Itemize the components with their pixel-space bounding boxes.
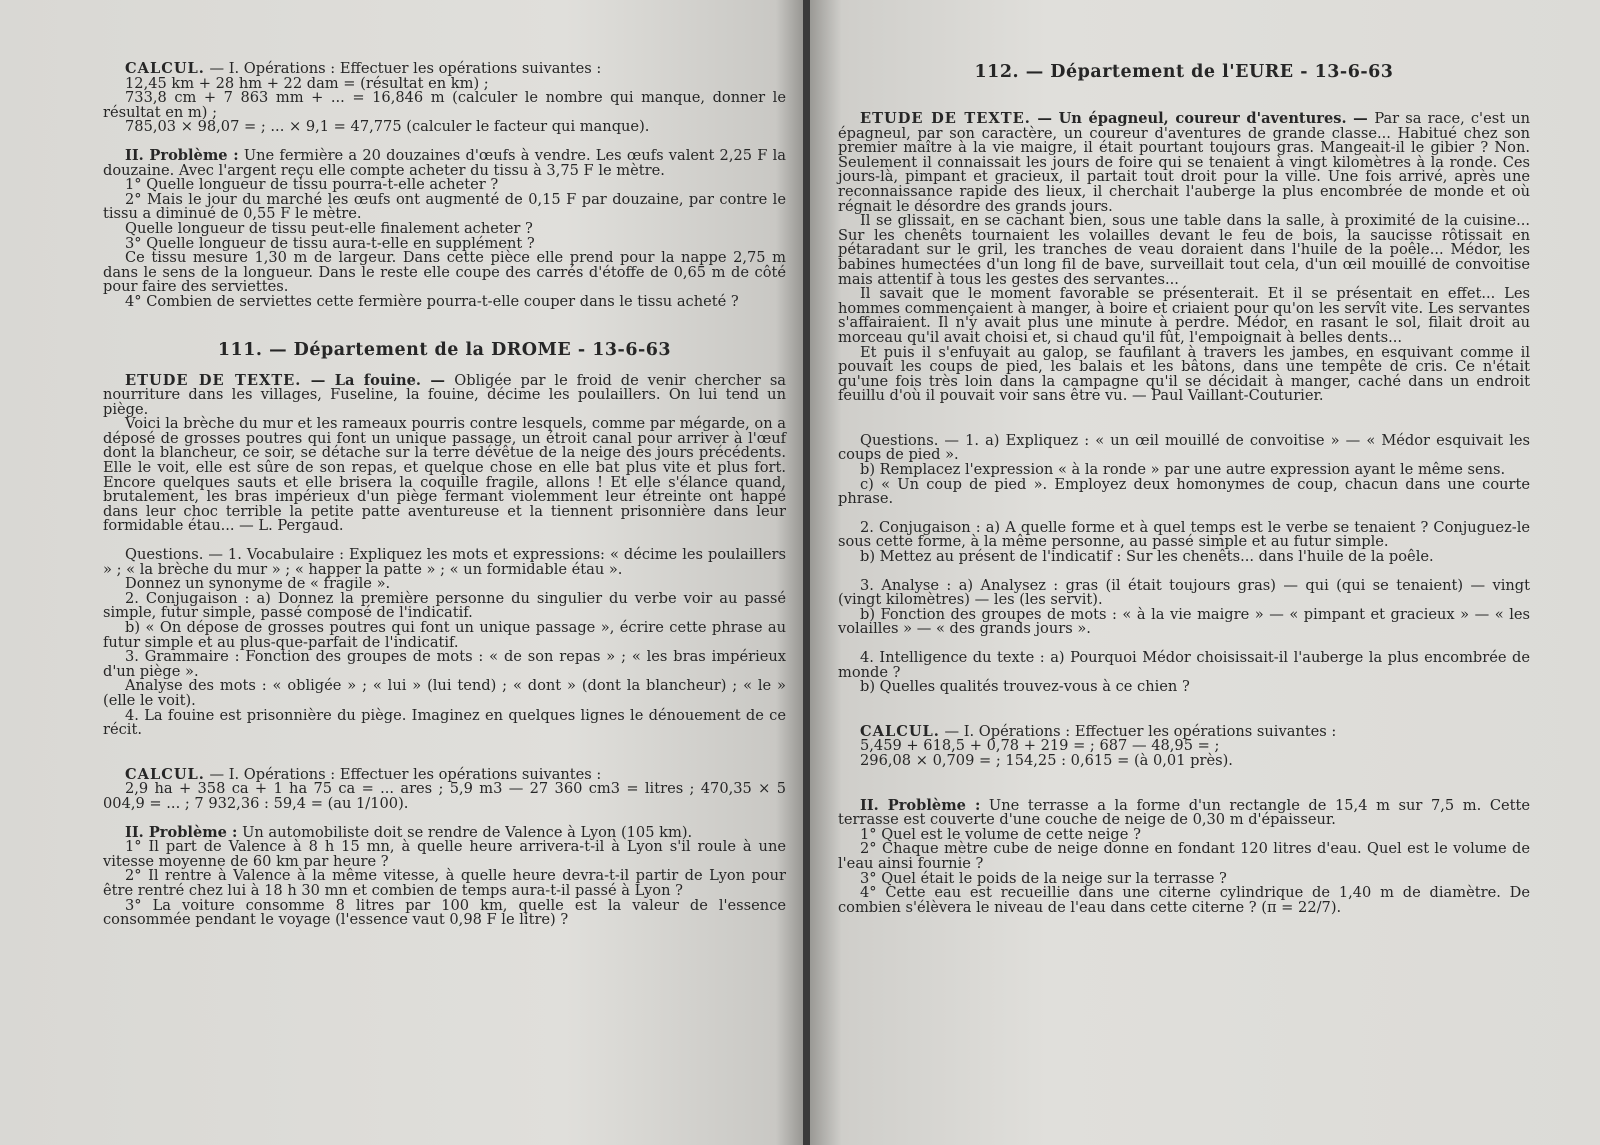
etude-label: ETUDE DE TEXTE. [125,371,302,389]
left-etude-section [103,371,787,535]
probleme-line: 3° La voiture consomme 8 litres par 100 km, quelle est la valeur de l'essence consommée pendant le voyage (l'essence vaut 0,98 F le litre) ? [103,896,786,929]
calc-line: 785,03 × 98,07 = ; ... × 9,1 = 47,775 (calculer le facteur qui manque). [125,118,650,136]
question-line: Questions. — 1. Vocabulaire : Expliquez les mots et expressions: « décime les poulaillers » ; « la brèche du mur » ; « happer la patte » ; « un formidable étau ». [103,546,786,578]
calcul-intro: — I. Opérations : Effectuer les opérations suivantes : [204,765,602,783]
etude-paragraph: Il se glissait, en se cachant bien, sous une table dans la salle, à proximité de la cuisine... Sur les chenêts tournaient les volailles devant le feu de bois, la saucisse rôtissait en pétaradant sur le gril, les tranches de veau doraient dans l'huile de la poêle... Médor, les babines humectées d'un long fil de bave, surveillait tout cela, d'un œil mouillé de convoitise mais attentif à tous les gestes des servantes... [838,212,1530,288]
calc-line: 2,9 ha + 358 ca + 1 ha 75 ca = ... ares ; 5,9 m3 — 27 360 cm3 = litres ; 470,35 × 5 004,9 = ... ; 7 932,36 : 59,4 = (au 1/100). [103,780,786,812]
section-heading-112: 112. — Département de l'EURE - 13-6-63 [974,62,1394,82]
probleme-label: II. Problème : [125,146,239,164]
probleme-line: 1° Il part de Valence à 8 h 15 mn, à quelle heure arrivera-t-il à Lyon s'il roule à une vitesse moyenne de 60 km par heure ? [103,838,786,870]
calcul-intro: — I. Opérations : Effectuer les opérations suivantes : [939,722,1337,740]
probleme-label: II. Problème : [125,823,238,841]
etude-title: — Un épagneul, coureur d'aventures. — [1030,110,1375,127]
probleme-line: 2° Il rentre à Valence à la même vitesse, à quelle heure devra-t-il partir de Lyon pour être rentré chez lui à 18 h 30 mn et combien de temps aura-t-il passé à Lyon ? [103,867,786,899]
probleme-line: 2° Chaque mètre cube de neige donne en fondant 120 litres d'eau. Quel est le volume de l'eau ainsi fournie ? [838,840,1530,872]
calcul-title: CALCUL. [125,765,205,783]
question-line: Analyse des mots : « obligée » ; « lui » (lui tend) ; « dont » (dont la blancheur) ; « le » (elle le voit). [103,677,786,709]
probleme-text: Une terrasse a la forme d'un rectangle de 15,4 m sur 7,5 m. Cette terrasse est couverte d'une couche de neige de 0,30 m d'épaisseur. [838,796,1530,829]
question-line: b) Remplacez l'expression « à la ronde » par une autre expression ayant le même sens. [860,461,1506,479]
question-line: b) Fonction des groupes de mots : « à la vie maigre » — « pimpant et gracieux » — « les volailles » — « des grands jours ». [838,605,1530,638]
question-line: 4. La fouine est prisonnière du piège. Imaginez en quelques lignes le dénouement de ce récit. [103,706,786,739]
calc-line: 296,08 × 0,709 = ; 154,25 : 0,615 = (à 0,01 près). [860,751,1233,769]
right-calcul-section [838,722,1530,769]
section-heading-111: 111. — Département de la DROME - 13-6-63 [217,339,672,360]
probleme-line: 4° Combien de serviettes cette fermière pourra-t-elle couper dans le tissu acheté ? [125,292,739,310]
left-probleme2-section [103,823,786,929]
question-line: 2. Conjugaison : a) A quelle forme et à quel temps est le verbe se tenaient ? Conjuguez-le sous cette forme, à la même personne, au passé simple et au futur simple. [838,518,1530,551]
probleme-line: 1° Quelle longueur de tissu pourra-t-elle acheter ? [125,176,499,194]
etude-paragraph: Et puis il s'enfuyait au galop, se faufilant à travers les jambes, en esquivant comme il pouvait les coups de pied, les balais et les bâtons, dans une tempête de cris. Ce n'était qu'une fois très loin dans la campagne qu'il se décidait à manger, caché dans un endroit feuillu d'où il pouvait voir sans être vu. — Paul Vaillant-Couturier. [838,343,1530,405]
right-page [810,0,1600,1145]
probleme-line: 3° Quel était le poids de la neige sur la terrasse ? [860,869,1227,887]
etude-label: ETUDE DE TEXTE. [860,110,1031,127]
calc-line: 12,45 km + 28 hm + 22 dam = (résultat en km) ; [125,74,489,92]
calc-line: 733,8 cm + 7 863 mm + ... = 16,846 m (calculer le nombre qui manque, donner le résultat en m) ; [103,89,786,121]
probleme-line: 1° Quel est le volume de cette neige ? [860,825,1141,843]
probleme-label: II. Problème : [860,796,981,814]
calcul-title: CALCUL. [125,60,205,77]
question-line: 3. Grammaire : Fonction des groupes de mots : « de son repas » ; « les bras impérieux d'un piège ». [103,648,786,680]
probleme-line: Ce tissu mesure 1,30 m de largeur. Dans cette pièce elle prend pour la nappe 2,75 m dans le sens de la longueur. Dans le reste elle coupe des carrés d'étoffe de 0,65 m de côté pour faire des serviettes. [103,249,786,296]
probleme-text: Une fermière a 20 douzaines d'œufs à vendre. Les œufs valent 2,25 F la douzaine. Avec l'argent reçu elle compte acheter du tissu à 3,75 F le mètre. [103,146,786,179]
probleme-text: Un automobiliste doit se rendre de Valence à Lyon (105 km). [237,823,693,841]
question-line: 3. Analyse : a) Analysez : gras (il était toujours gras) — qui (qui se tenaient) — vingt (vingt kilomètres) — les (les servit). [838,576,1530,609]
left-calcul2-section [103,765,786,812]
etude-paragraph: Par sa race, c'est un épagneul, par son caractère, un coureur d'aventures de grande classe... Habitué chez son premier maître à la vie maigre, il était pourtant toujours gras. Mangeait-il le gibier ? Non. Seulement il connaissait les jours de foire qui se tenaient à vingt kilomètres à la ronde. Ces jours-là, pimpant et gracieux, il partait tout droit pour la ville. Une fois arrivé, après une reconnaissance rapide des lieux, il cherchait l'auberge la plus encombrée de monde et où régnait le désordre des grands jours. [838,110,1530,215]
question-line: Donnez un synonyme de « fragile ». [125,575,391,593]
question-line: 2. Conjugaison : a) Donnez la première personne du singulier du verbe voir au passé simple, futur simple, passé composé de l'indicatif. [103,589,786,622]
question-line: b) « On dépose de grosses poutres qui font un unique passage », écrire cette phrase au futur simple et au plus-que-parfait de l'indicatif. [103,619,786,651]
right-questions-section [838,431,1530,696]
question-line: b) Quelles qualités trouvez-vous à ce chien ? [860,678,1190,696]
calc-line: 5,459 + 618,5 + 0,78 + 219 = ; 687 — 48,95 = ; [860,737,1220,755]
left-questions-section [103,548,786,738]
left-calcul-section [103,62,786,135]
probleme-line: 2° Mais le jour du marché les œufs ont augmenté de 0,15 F par douzaine, par contre le tissu a diminué de 0,55 F le mètre. [103,190,786,223]
right-etude-section [838,112,1530,404]
left-probleme-section [103,146,786,310]
question-line: b) Mettez au présent de l'indicatif : Sur les chenêts... dans l'huile de la poêle. [860,548,1434,566]
right-probleme-section [838,796,1530,916]
etude-paragraph: Voici la brèche du mur et les rameaux pourris contre lesquels, comme par mégarde, on a déposé de grosses poutres qui font un unique passage, un étroit canal pour arriver à l'œuf dont la blancheur, ce soir, se détache sur la terre dévêtue de la neige des jours précédents. Elle le voit, elle est sûre de son repas, et quelque chose en elle bat plus vite et plus fort. Encore quelques sauts et elle brisera la coquille fragile, allons ! Et elle s'élance quand, brutalement, les bras impérieux d'un piège fermant violemment leur étreinte ont happé dans leur choc terrible la petite patte aventureuse et la tiennent prisonnière dans leur formidable étau... — L. Pergaud. [103,415,786,535]
calcul-title: CALCUL. [860,722,940,740]
calcul-intro: — I. Opérations : Effectuer les opérations suivantes : [204,60,602,77]
question-line: 4. Intelligence du texte : a) Pourquoi Médor choisissait-il l'auberge la plus encombrée de monde ? [838,649,1530,681]
question-line: Questions. — 1. a) Expliquez : « un œil mouillé de convoitise » — « Médor esquivait les coups de pied ». [838,431,1530,464]
etude-paragraph: Obligée par le froid de venir chercher sa nourriture dans les villages, Fuseline, la fouine, décime les poulaillers. On lui tend un piège. [103,371,787,418]
probleme-line: 4° Cette eau est recueillie dans une citerne cylindrique de 1,40 m de diamètre. De combien s'élèvera le niveau de l'eau dans cette citerne ? (π = 22/7). [838,884,1530,916]
question-line: c) « Un coup de pied ». Employez deux homonymes de coup, chacun dans une courte phrase. [838,475,1530,508]
probleme-line: Quelle longueur de tissu peut-elle finalement acheter ? [125,219,533,237]
etude-title: — La fouine. — [301,371,455,389]
probleme-line: 3° Quelle longueur de tissu aura-t-elle en supplément ? [125,234,535,252]
etude-paragraph: Il savait que le moment favorable se présenterait. Et il se présentait en effet... Les hommes commençaient à manger, à boire et criaient pour qu'on les servît vite. Les servantes s'affairaient. Il n'y avait plus une minute à perdre. Médor, en rasant le sol, filait droit au morceau qu'il avait choisi et, si chaud qu'il fût, l'empoignait à belles dents... [838,285,1530,346]
